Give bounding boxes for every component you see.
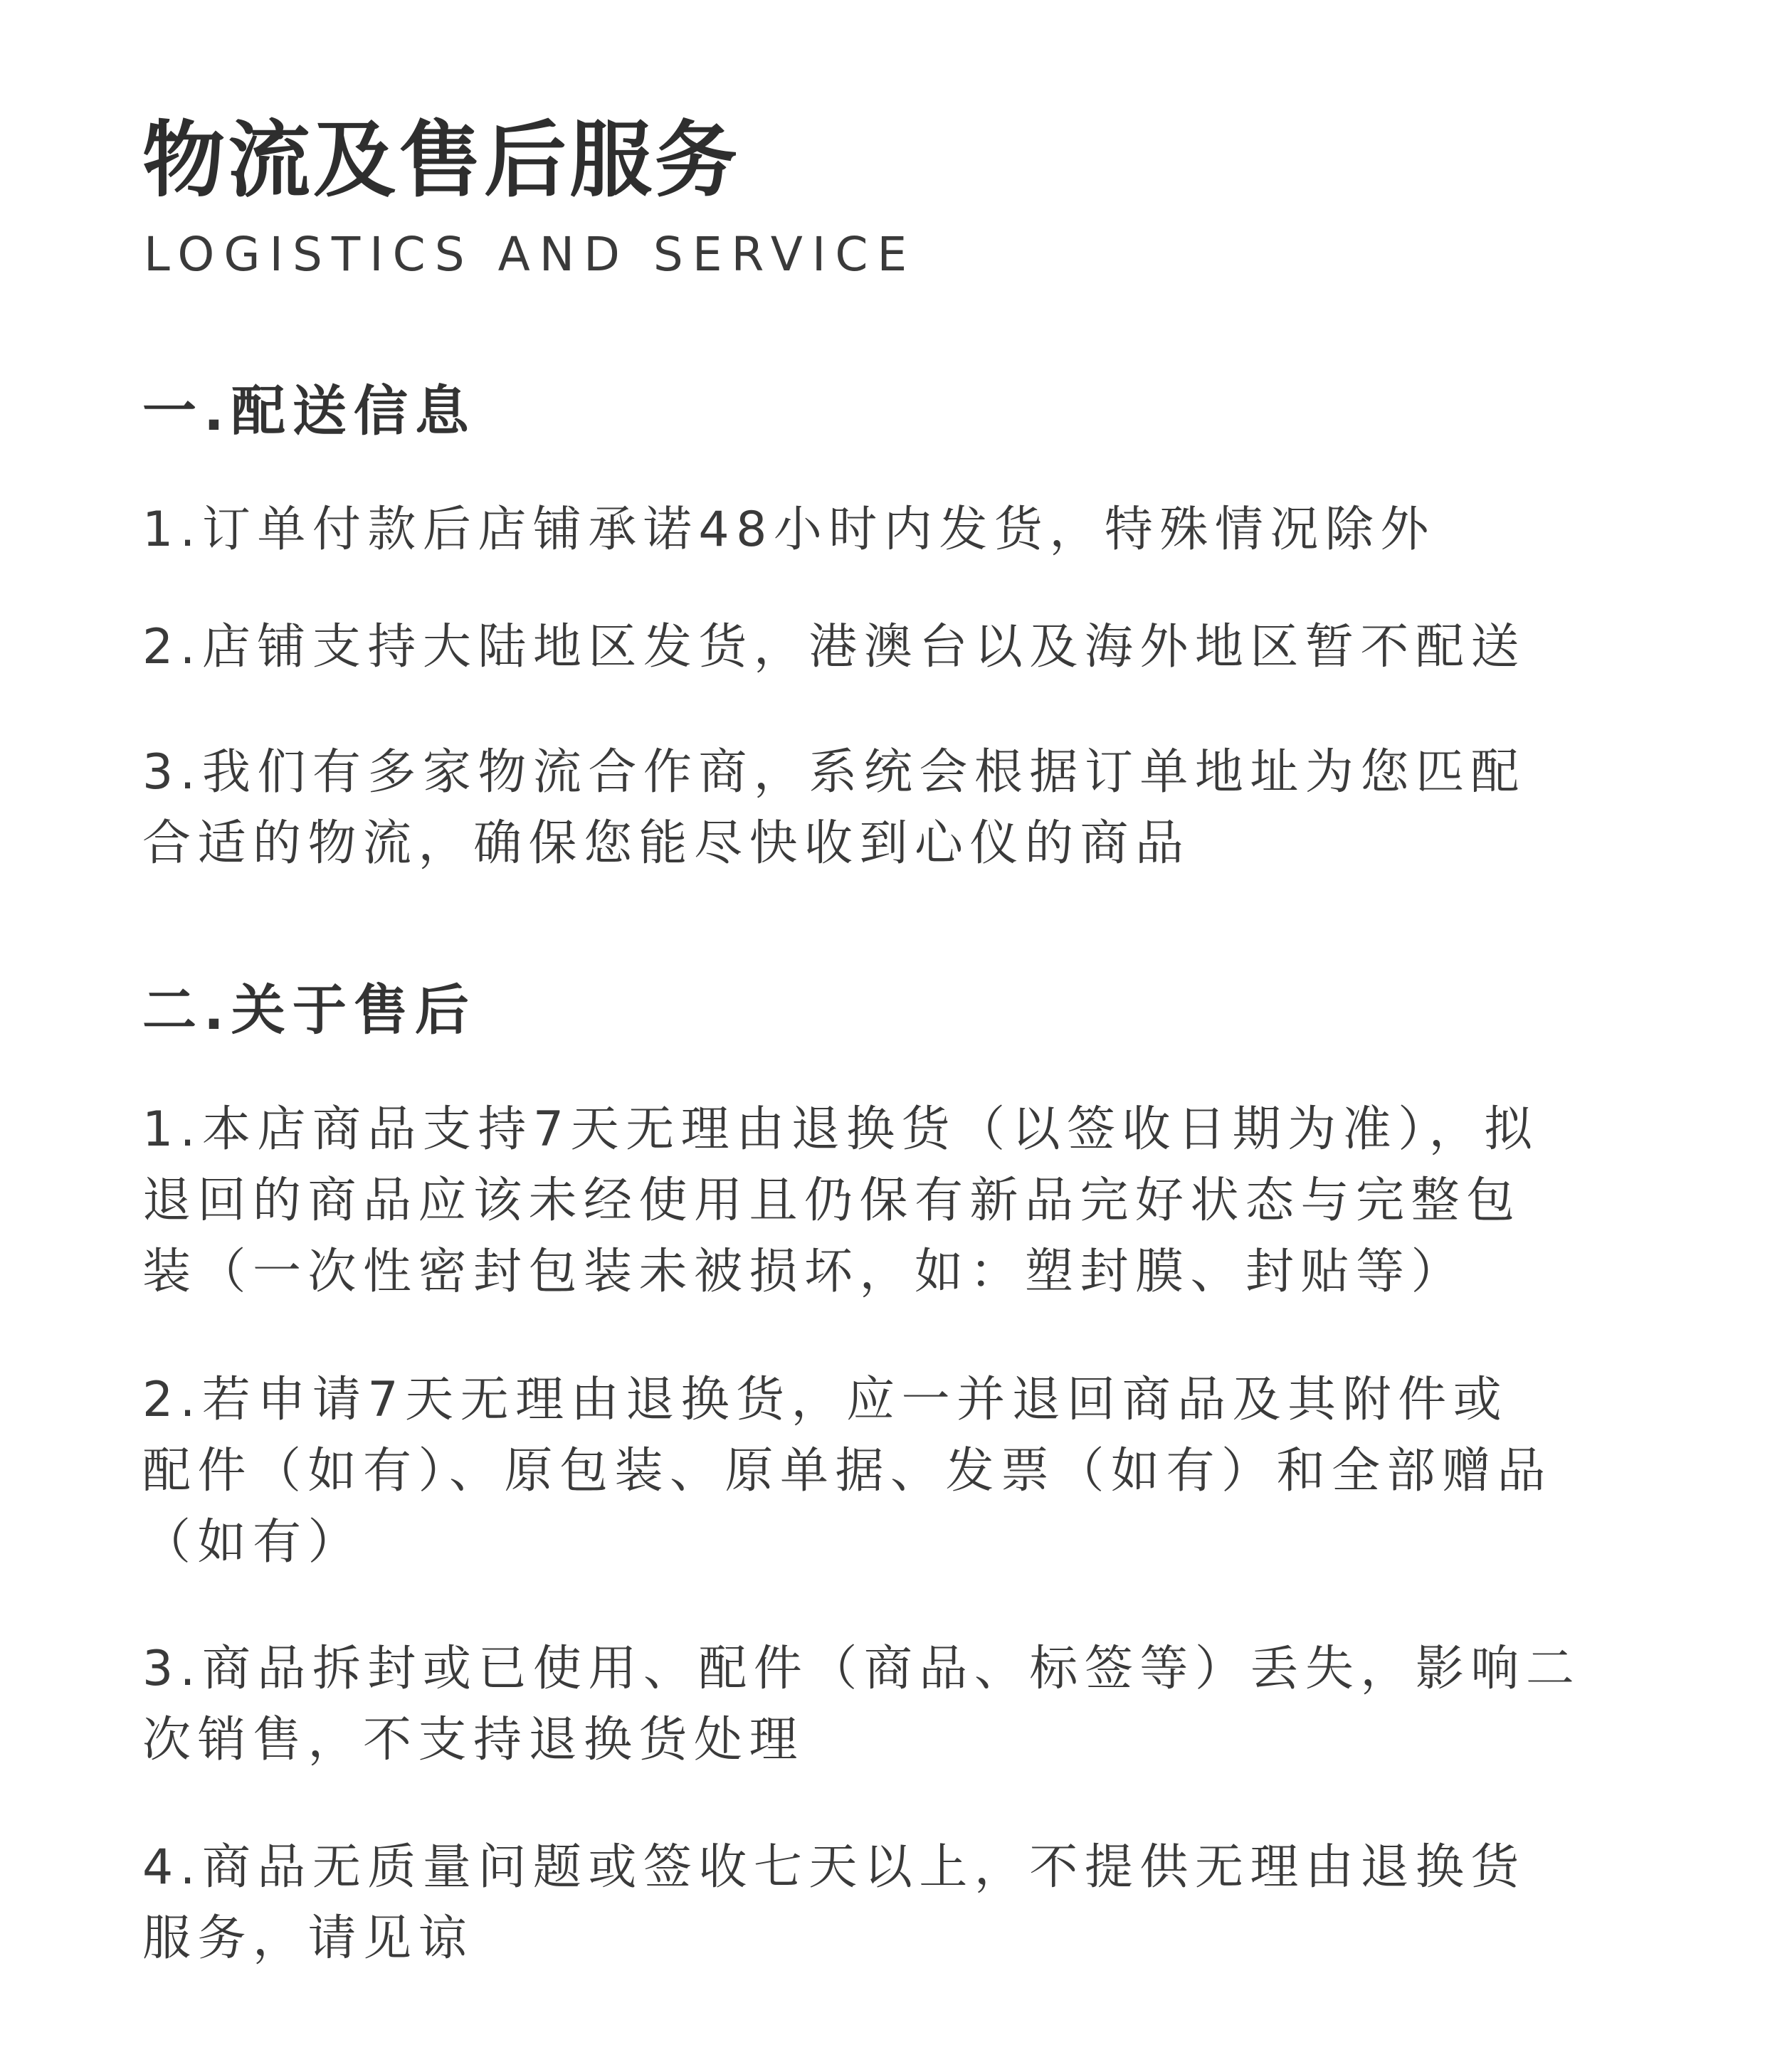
- text-line: 1.订单付款后店铺承诺48小时内发货，特殊情况除外: [142, 502, 1435, 558]
- after-sales-item-3: [142, 1634, 1651, 1776]
- text-line: 3.商品拆封或已使用、配件（商品、标签等）丢失，影响二: [142, 1641, 1581, 1697]
- text-line: 1.本店商品支持7天无理由退换货（以签收日期为准），拟: [142, 1101, 1539, 1158]
- text-line: 3.我们有多家物流合作商，系统会根据订单地址为您匹配: [142, 744, 1526, 800]
- text-line: 装（一次性密封包装未被损坏，如：塑封膜、封贴等）: [142, 1244, 1467, 1300]
- after-sales-item-4: [142, 1832, 1651, 1975]
- text-line: 合适的物流，确保您能尽快收到心仪的商品: [142, 815, 1191, 872]
- section-heading-after-sales: 二.关于售后: [142, 978, 476, 1042]
- delivery-item-3: [142, 737, 1651, 879]
- text-line: 配件（如有）、原包装、原单据、发票（如有）和全部赠品: [142, 1443, 1553, 1499]
- after-sales-item-2: [142, 1365, 1651, 1578]
- text-line: 4.商品无质量问题或签收七天以上，不提供无理由退换货: [142, 1839, 1526, 1896]
- text-line: 服务，请见谅: [142, 1910, 474, 1967]
- after-sales-item-1: [142, 1094, 1651, 1308]
- text-line: 退回的商品应该未经使用且仍保有新品完好状态与完整包: [142, 1173, 1522, 1229]
- page-title: 物流及售后服务: [142, 112, 740, 208]
- delivery-item-1: [142, 495, 1651, 566]
- text-line: 次销售，不支持退换货处理: [142, 1712, 805, 1768]
- text-line: 2.若申请7天无理由退换货，应一并退回商品及其附件或: [142, 1372, 1509, 1428]
- text-line: （如有）: [142, 1514, 364, 1570]
- text-line: 2.店铺支持大陆地区发货，港澳台以及海外地区暂不配送: [142, 619, 1526, 675]
- delivery-item-2: [142, 612, 1651, 683]
- page-subtitle: LOGISTICS AND SERVICE: [144, 227, 917, 282]
- section-heading-delivery: 一.配送信息: [142, 379, 476, 443]
